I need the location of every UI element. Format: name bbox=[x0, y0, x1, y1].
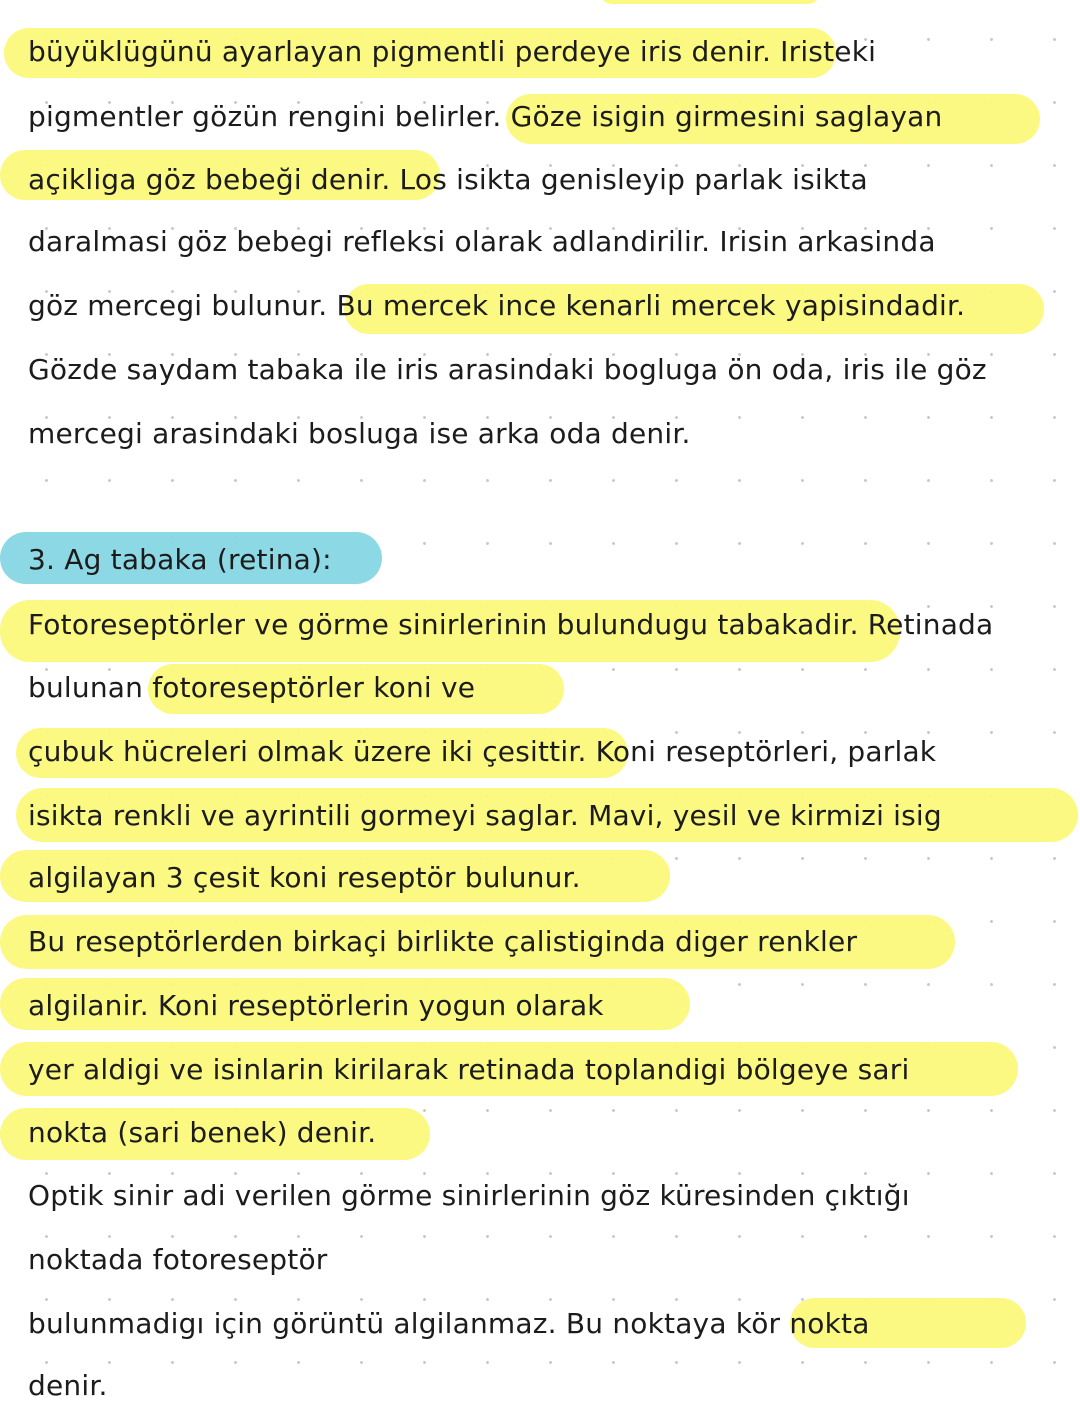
text-line: noktada fotoreseptör bbox=[28, 1243, 328, 1276]
text-line: bulunan fotoreseptörler koni ve bbox=[28, 671, 476, 704]
text-line: göz mercegi bulunur. Bu mercek ince kenarli mercek yapisindadir. bbox=[28, 289, 966, 322]
text-line: Gözde saydam tabaka ile iris arasindaki bogluga ön oda, iris ile göz bbox=[28, 353, 987, 386]
text-line: algilanir. Koni reseptörlerin yogun olarak bbox=[28, 989, 604, 1022]
highlight bbox=[600, 0, 820, 4]
text-line: daralmasi göz bebegi refleksi olarak adlandirilir. Irisin arkasinda bbox=[28, 225, 936, 258]
text-line: pigmentler gözün rengini belirler. Göze isigin girmesini saglayan bbox=[28, 100, 943, 133]
text-line: açikliga göz bebeği denir. Los isikta genisleyip parlak isikta bbox=[28, 163, 868, 196]
text-line: mercegi arasindaki bosluga ise arka oda denir. bbox=[28, 417, 691, 450]
text-line: Bu reseptörlerden birkaçi birlikte çalistiginda diger renkler bbox=[28, 925, 858, 958]
text-line: çubuk hücreleri olmak üzere iki çesittir. Koni reseptörleri, parlak bbox=[28, 735, 937, 768]
text-line: bulunmadigı için görüntü algilanmaz. Bu noktaya kör nokta bbox=[28, 1307, 870, 1340]
text-line: algilayan 3 çesit koni reseptör bulunur. bbox=[28, 861, 581, 894]
text-line: denir. bbox=[28, 1369, 108, 1402]
section-heading: 3. Ag tabaka (retina): bbox=[28, 543, 332, 576]
text-line: Fotoreseptörler ve görme sinirlerinin bulundugu tabakadir. Retinada bbox=[28, 608, 994, 641]
text-line: yer aldigi ve isinlarin kirilarak retinada toplandigi bölgeye sari bbox=[28, 1053, 910, 1086]
text-line: büyüklügünü ayarlayan pigmentli perdeye iris denir. Iristeki bbox=[28, 35, 877, 68]
text-line: nokta (sari benek) denir. bbox=[28, 1116, 377, 1149]
text-line: Optik sinir adi verilen görme sinirlerinin göz küresinden çıktığı bbox=[28, 1179, 910, 1212]
text-line: isikta renkli ve ayrintili gormeyi saglar. Mavi, yesil ve kirmizi isig bbox=[28, 799, 942, 832]
